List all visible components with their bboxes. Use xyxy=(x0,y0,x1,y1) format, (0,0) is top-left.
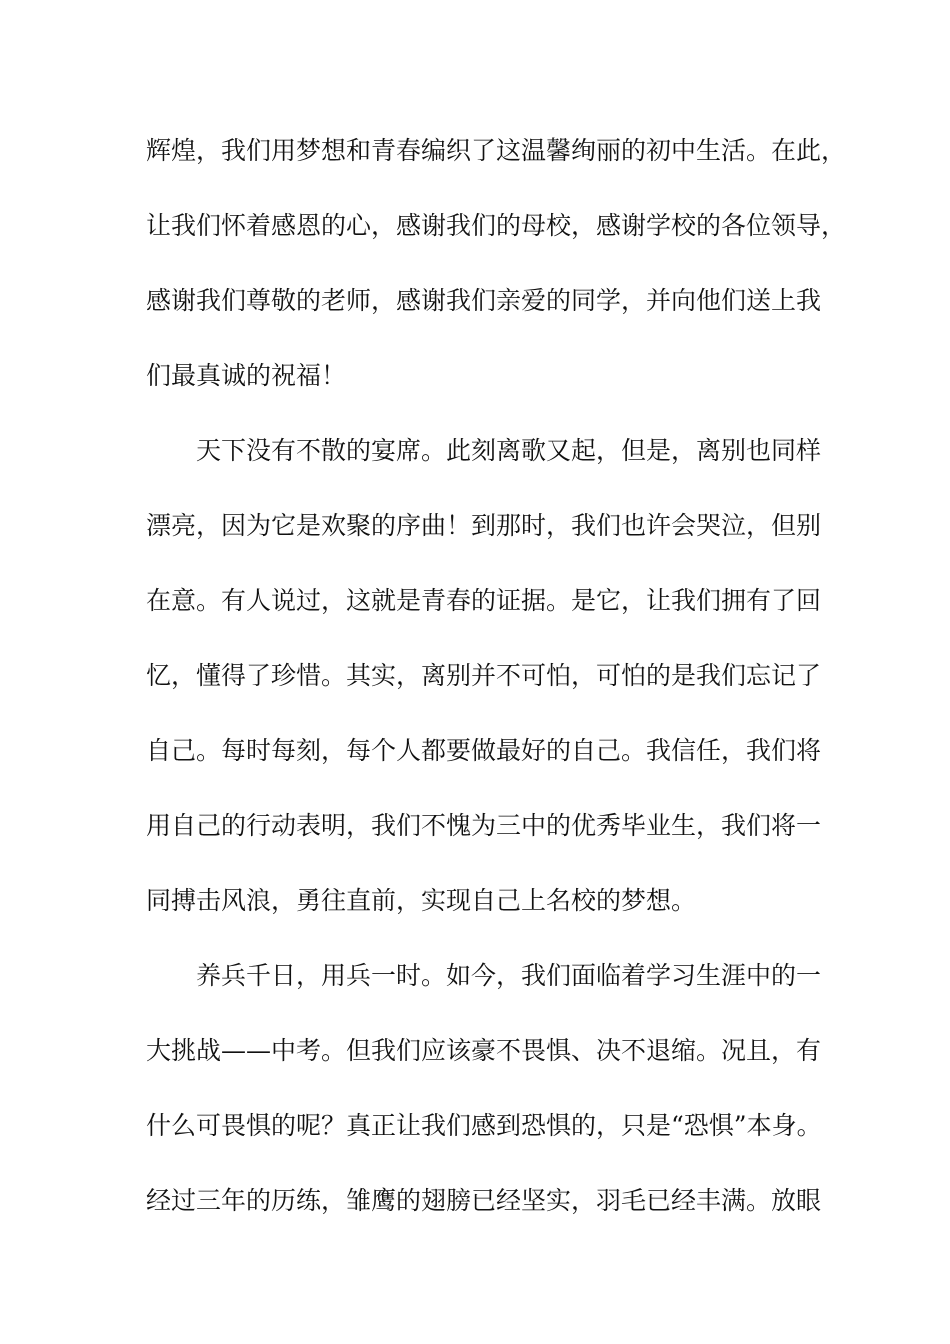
text-line-7: 在意。有人说过，这就是青春的证据。是它，让我们拥有了回 xyxy=(146,586,822,615)
text-line-1: 辉煌，我们用梦想和青春编织了这温馨绚丽的初中生活。在此， xyxy=(146,136,847,165)
text-line-14: 什么可畏惧的呢？真正让我们感到恐惧的，只是“恐惧”本身。 xyxy=(146,1111,822,1140)
text-line-10: 用自己的行动表明，我们不愧为三中的优秀毕业生，我们将一 xyxy=(146,811,822,840)
text-line-11: 同搏击风浪，勇往直前，实现自己上名校的梦想。 xyxy=(146,886,697,915)
text-line-2: 让我们怀着感恩的心，感谢我们的母校，感谢学校的各位领导， xyxy=(146,211,847,240)
text-line-13: 大挑战——中考。但我们应该豪不畏惧、决不退缩。况且，有 xyxy=(146,1036,822,1065)
text-line-4: 们最真诚的祝福！ xyxy=(146,361,347,390)
text-line-6: 漂亮，因为它是欢聚的序曲！到那时，我们也许会哭泣，但别 xyxy=(146,511,822,540)
text-line-12: 养兵千日，用兵一时。如今，我们面临着学习生涯中的一 xyxy=(146,961,822,990)
text-line-8: 忆，懂得了珍惜。其实，离别并不可怕，可怕的是我们忘记了 xyxy=(146,661,822,690)
text-line-15: 经过三年的历练，雏鹰的翅膀已经坚实，羽毛已经丰满。放眼 xyxy=(146,1186,822,1215)
text-line-5: 天下没有不散的宴席。此刻离歌又起，但是，离别也同样 xyxy=(146,436,822,465)
text-line-3: 感谢我们尊敬的老师，感谢我们亲爱的同学，并向他们送上我 xyxy=(146,286,822,315)
document-body xyxy=(146,126,847,1251)
text-line-9: 自己。每时每刻，每个人都要做最好的自己。我信任，我们将 xyxy=(146,736,822,765)
